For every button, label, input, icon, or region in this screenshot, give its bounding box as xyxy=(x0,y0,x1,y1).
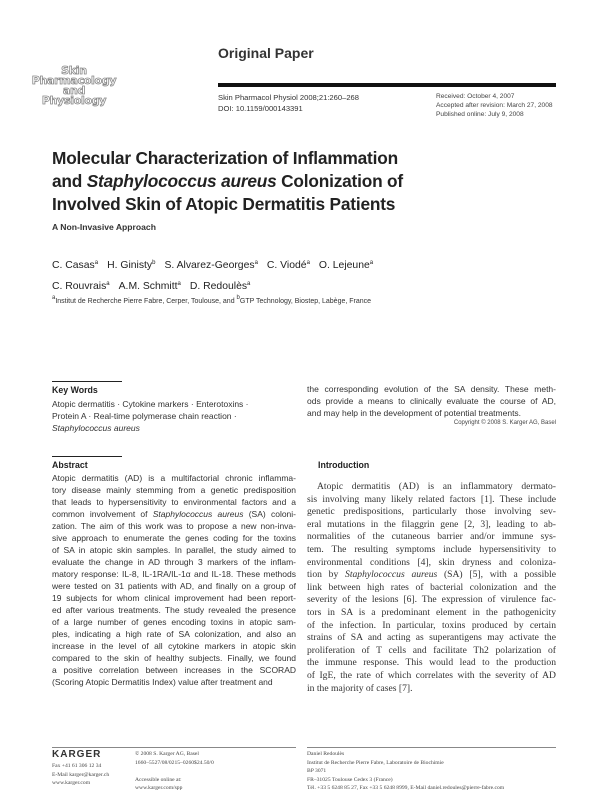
text-line xyxy=(307,395,556,407)
journal-logo xyxy=(28,66,120,106)
author: H. Ginisty$^b$ xyxy=(107,260,156,271)
affiliations xyxy=(52,295,371,305)
text-segment: and xyxy=(52,171,87,191)
text-line xyxy=(307,506,556,519)
text-segment: that leads to hypersensitivity to environmental factors and a xyxy=(52,497,296,507)
text-segment: matory response: IL-8, IL-1RA/IL-1α and IL-18. These methods xyxy=(52,569,296,579)
author: C. Rouvrais$^a$ xyxy=(52,281,110,292)
author: C. Casas$^a$ xyxy=(52,260,99,271)
text-line xyxy=(307,557,556,570)
author: D. Redoulès$^a$ xyxy=(189,281,251,292)
text-segment: common involvement of xyxy=(52,509,153,519)
affiliation-mark: a xyxy=(306,260,310,266)
text-line xyxy=(52,604,296,616)
author-list xyxy=(52,254,382,296)
affiliation-mark: a xyxy=(94,260,99,266)
text-segment: the corresponding evolution of the SA density. These meth- xyxy=(307,384,556,394)
text-line xyxy=(52,676,296,688)
text-line xyxy=(52,616,296,628)
text-segment: strains of SA and acting as superantigens may activate the xyxy=(307,632,556,644)
correspondence-po-box: BP 3071 xyxy=(307,768,327,774)
text-segment: zation. The aim of this work was to propose a new non-inva- xyxy=(52,521,296,531)
text-line xyxy=(52,580,296,592)
text-line xyxy=(307,657,556,670)
logo-line: and xyxy=(62,84,86,97)
footer-rule xyxy=(307,747,556,748)
publisher-website[interactable]: www.karger.com xyxy=(52,780,91,786)
text-segment: severity of the lesions [6]. The expression of virulence fac- xyxy=(307,594,556,606)
abstract-text xyxy=(52,472,296,688)
text-line xyxy=(52,193,403,216)
text-segment: (SA) coloni- xyxy=(243,509,297,519)
text-line xyxy=(52,640,296,652)
text-segment: Protein A · Real-time polymerase chain reaction · xyxy=(52,411,237,421)
text-segment: proliferation of T cells and facilitate Th2 polarization of xyxy=(307,644,556,656)
text-line xyxy=(307,645,556,658)
affiliation-mark: b xyxy=(236,295,240,301)
citation: Skin Pharmacol Physiol 2008;21:260–268 xyxy=(218,93,359,102)
text-line xyxy=(52,520,296,532)
text-line xyxy=(52,472,296,484)
introduction-text xyxy=(307,481,556,695)
text-segment: the immune response. This would lead to the production xyxy=(307,657,556,669)
italic-text: Staphylococcus aureus xyxy=(345,569,438,581)
text-segment: environmental conditions [4], skin dryness and coloniza- xyxy=(307,556,556,568)
publisher-email[interactable]: E-Mail karger@karger.ch xyxy=(52,771,110,778)
text-line xyxy=(52,170,403,193)
text-segment: a positive correlation between increases in the SCORAD xyxy=(52,665,296,675)
correspondence-name: Daniel Redoulès xyxy=(307,751,345,757)
text-line xyxy=(307,582,556,595)
author: O. Lejeune$^a$ xyxy=(318,260,374,271)
text-segment: of IgE, the rate of which correlates with the severity of AD xyxy=(307,669,556,681)
text-segment: evaluate the change in AD through 3 markers of the inflam- xyxy=(52,557,296,567)
text-segment: tory disease mainly stemming from a genetic predisposition xyxy=(52,485,296,495)
text-line xyxy=(307,531,556,544)
online-url[interactable]: www.karger.com/spp xyxy=(135,785,183,791)
text-line xyxy=(52,592,296,604)
text-line xyxy=(52,147,403,170)
text-line xyxy=(52,422,296,434)
text-segment: Atopic dermatitis (AD) is a multifactorial chronic inflamma- xyxy=(52,473,296,483)
text-line xyxy=(52,544,296,556)
affiliation-text: GTP Technology, Biostep, Labège, France xyxy=(239,298,372,305)
text-segment: ed after various treatments. The study revealed the presence xyxy=(52,605,296,615)
section-rule xyxy=(52,456,122,457)
text-segment: tion by xyxy=(307,569,346,581)
affiliation-mark: a xyxy=(177,281,181,287)
journal-info xyxy=(218,92,359,114)
introduction-heading: Introduction xyxy=(318,460,370,470)
footer-rule xyxy=(52,747,296,748)
italic-text: Staphylococcus aureus xyxy=(86,171,277,191)
publisher-contact xyxy=(52,762,109,788)
logo-line: Skin xyxy=(61,64,87,77)
correspondence-city: FR–31025 Toulouse Cedex 3 (France) xyxy=(307,776,393,783)
text-line xyxy=(52,652,296,664)
article-subtitle: A Non-Invasive Approach xyxy=(52,222,156,232)
online-label: Accessible online at: xyxy=(135,776,182,783)
footer-issn: 1660–5527/08/0215–0260$24.50/0 xyxy=(135,759,214,766)
text-segment: (Scoring Atopic Dermatitis Index) value after treatment and xyxy=(52,677,273,687)
text-segment: of a large number of genes encoding toxins in atopic sam- xyxy=(52,617,296,627)
text-segment: Atopic dermatitis (AD) is an inflammatory dermato- xyxy=(317,481,556,492)
text-line xyxy=(307,632,556,645)
text-line xyxy=(307,519,556,532)
publisher-logo: KARGER xyxy=(52,749,102,760)
text-segment: 19 subjects for whom clinical improvement had been report- xyxy=(52,593,296,603)
text-line xyxy=(52,508,296,520)
author: A.M. Schmitt$^a$ xyxy=(118,281,181,292)
text-segment: Atopic dermatitis · Cytokine markers · Enterotoxins · xyxy=(52,399,249,409)
affiliation-mark: a xyxy=(254,260,258,266)
text-line xyxy=(52,628,296,640)
section-rule xyxy=(52,381,122,382)
text-segment: Molecular Characterization of Inflammation xyxy=(52,148,398,168)
text-line xyxy=(307,594,556,607)
italic-text: Staphylococcus aureus xyxy=(52,423,140,433)
footer-copyright: © 2008 S. Karger AG, Basel xyxy=(135,751,199,757)
text-segment: in the majority of cases [7]. xyxy=(307,682,413,694)
text-segment: tors in SA is a predominant element in the pathogenicity xyxy=(307,606,556,618)
doi: DOI: 10.1159/000143391 xyxy=(218,104,303,113)
logo-line: Pharmacology xyxy=(31,74,117,87)
text-line xyxy=(307,544,556,557)
publisher-fax: Fax +41 61 306 12 34 xyxy=(52,763,102,769)
text-line xyxy=(52,410,296,422)
text-line xyxy=(307,383,556,395)
text-segment: were tested on 31 patients with AD, and finally on a group of xyxy=(52,581,296,591)
text-line xyxy=(307,670,556,683)
text-line xyxy=(52,532,296,544)
text-segment: ples, indicating a high rate of SA colonization, and also an xyxy=(52,629,296,639)
text-line xyxy=(52,568,296,580)
correspondence-institution: Institut de Recherche Pierre Fabre, Laboratoire de Biochimie xyxy=(307,759,444,766)
text-segment: of SA in atopic skin samples. In parallel, the study aimed to xyxy=(52,545,296,555)
text-line xyxy=(307,620,556,633)
abstract-copyright: Copyright © 2008 S. Karger AG, Basel xyxy=(453,420,556,426)
text-line xyxy=(52,556,296,568)
text-line xyxy=(307,407,556,419)
text-line xyxy=(52,496,296,508)
text-line xyxy=(307,481,556,494)
author: C. Viodé$^a$ xyxy=(266,260,310,271)
text-segment: of the infection. In particular, toxins produced by certain xyxy=(307,619,556,631)
text-segment: sis involving many likely related factors [1]. These include xyxy=(307,493,556,505)
italic-text: Staphylococcus aureus xyxy=(152,509,244,519)
published-date: Published online: July 9, 2008 xyxy=(436,111,524,118)
text-line xyxy=(307,569,556,582)
text-line xyxy=(52,664,296,676)
publication-info xyxy=(135,750,214,793)
section-label: Original Paper xyxy=(218,45,314,61)
header-rule xyxy=(218,83,556,87)
affiliation-mark: a xyxy=(369,260,374,266)
author: S. Alvarez-Georges$^a$ xyxy=(164,260,258,271)
affiliation-mark: a xyxy=(106,281,110,287)
accepted-date: Accepted after revision: March 27, 2008 xyxy=(436,102,553,109)
affiliation-mark: b xyxy=(152,260,156,266)
received-date: Received: October 4, 2007 xyxy=(436,93,515,100)
text-line xyxy=(307,607,556,620)
abstract-heading: Abstract xyxy=(52,460,88,470)
keywords-heading: Key Words xyxy=(52,385,98,395)
author-line xyxy=(52,254,382,275)
correspondence-contact: Tél. +33 5 6248 85 27, Fax +33 5 6248 8999, E-Mail daniel.redoules@pierre-fabre.com xyxy=(307,785,505,791)
correspondence-address xyxy=(307,750,504,793)
article-title xyxy=(52,147,403,216)
text-segment: Colonization of xyxy=(276,171,403,191)
author-line xyxy=(52,275,382,296)
text-segment: increase in the level of all cytokine markers in atopic skin xyxy=(52,641,296,651)
abstract-text-continued xyxy=(307,383,556,419)
text-line xyxy=(52,484,296,496)
affiliation-text: Institut de Recherche Pierre Fabre, Cerper, Toulouse, and xyxy=(55,298,237,305)
text-line xyxy=(307,683,556,696)
text-segment: genetic predispositions, particularly those involving sev- xyxy=(307,506,556,518)
text-segment: sive approach to enumerate the genes coding for the toxins xyxy=(52,533,296,543)
text-segment: and may help in the development of potential treatments. xyxy=(307,408,522,418)
text-line xyxy=(52,398,296,410)
text-segment: Involved Skin of Atopic Dermatitis Patients xyxy=(52,194,396,214)
article-dates xyxy=(436,92,553,119)
text-segment: eral mutations in the filaggrin gene [2, 3], leading to ab- xyxy=(307,518,556,530)
affiliation-mark: a xyxy=(52,295,56,301)
affiliation-mark: a xyxy=(247,281,251,287)
logo-line: Physiology xyxy=(41,94,107,107)
text-segment: normalities of the cutaneous barrier and/or immune sys- xyxy=(307,531,556,543)
keywords-list xyxy=(52,398,296,434)
text-line xyxy=(307,494,556,507)
text-segment: link between high rates of bacterial colonization and the xyxy=(307,581,556,593)
text-segment: (SA) [5], with a possible xyxy=(437,569,556,581)
text-segment: compared to the skin of healthy subjects. Finally, we found xyxy=(52,653,296,663)
text-segment: ods provide a means to clinically evaluate the course of AD, xyxy=(307,396,556,406)
text-segment: tem. The resulting symptoms include hypersensitivity to xyxy=(307,543,556,555)
